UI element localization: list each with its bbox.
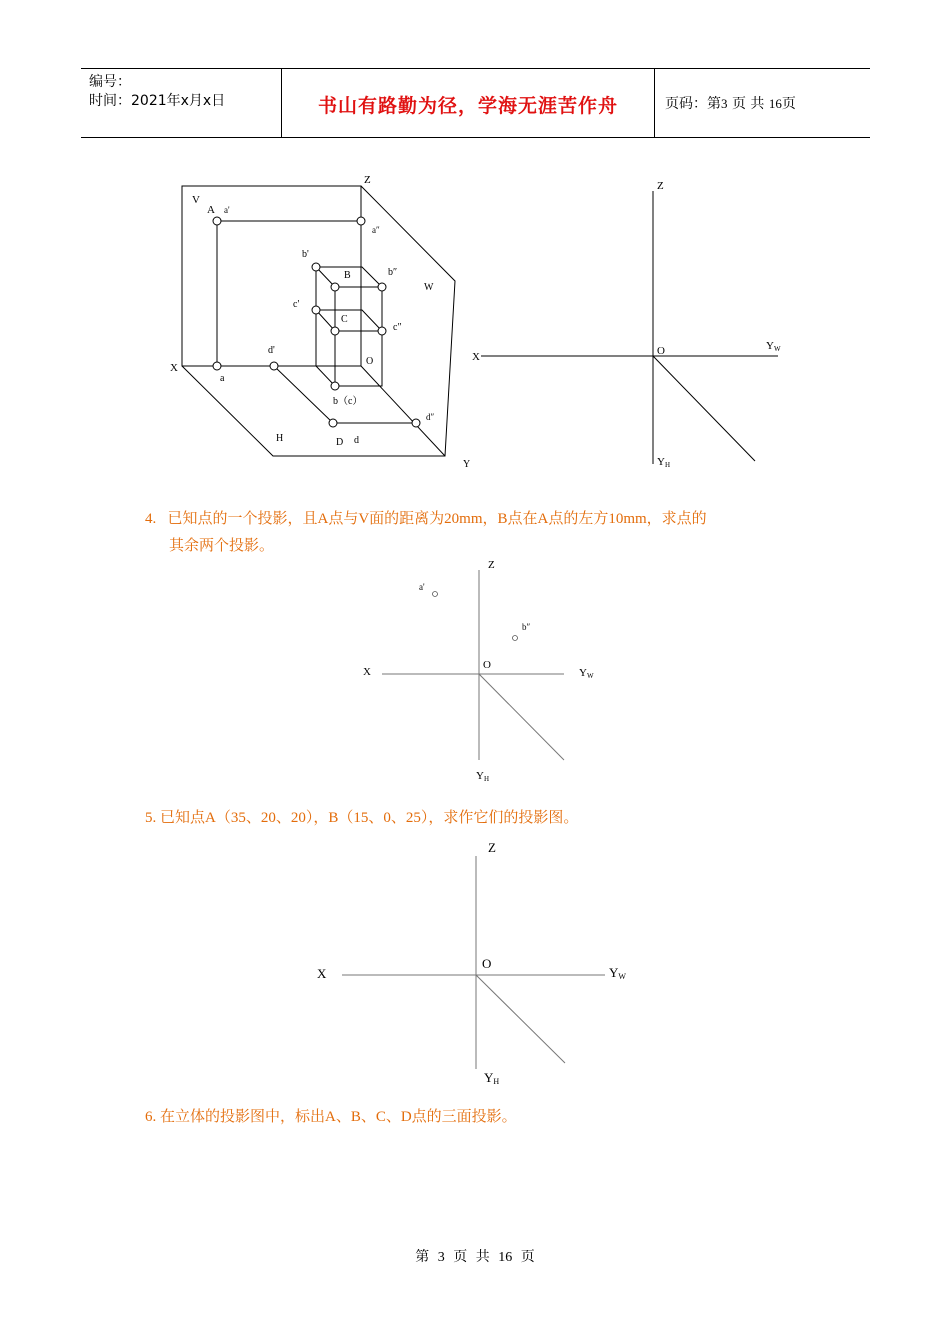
yh-diagonal bbox=[479, 674, 564, 760]
label-O: O bbox=[482, 956, 492, 971]
label-a-prime: a' bbox=[419, 582, 425, 592]
page-footer: 第 3 页 共 16 页 bbox=[415, 1250, 535, 1265]
label-c-dprime: c″ bbox=[393, 322, 402, 333]
point-bc bbox=[331, 382, 339, 390]
label-YW: YW bbox=[579, 667, 594, 680]
label-C: C bbox=[341, 314, 348, 325]
header-divider bbox=[654, 69, 655, 137]
point-b-dprime bbox=[513, 636, 518, 641]
question-4-line2: 其余两个投影。 bbox=[169, 538, 275, 554]
label-X: X bbox=[317, 966, 327, 981]
label-O: O bbox=[366, 356, 374, 367]
point-b-prime bbox=[312, 263, 320, 271]
question-6: 6. 在立体的投影图中，标出A、B、C、D点的三面投影。 bbox=[145, 1109, 517, 1125]
label-X: X bbox=[363, 666, 371, 678]
label-Z: Z bbox=[657, 180, 664, 192]
point-a-prime bbox=[213, 217, 221, 225]
box-outline bbox=[182, 186, 455, 456]
cube-outline bbox=[316, 267, 382, 386]
point-c-prime bbox=[312, 306, 320, 314]
label-b-dprime: b″ bbox=[522, 622, 531, 632]
point-b-dprime bbox=[378, 283, 386, 291]
point-c-dprime bbox=[378, 327, 386, 335]
page-label-suffix: 页 bbox=[781, 96, 796, 112]
y-axis-line bbox=[361, 366, 445, 456]
label-bc: b（c） bbox=[333, 396, 363, 407]
a-projection-lines bbox=[217, 221, 361, 241]
yh-diagonal bbox=[653, 356, 755, 461]
page-total: 16 bbox=[768, 96, 782, 111]
label-d-prime: d' bbox=[268, 345, 275, 356]
label-B: B bbox=[344, 270, 351, 281]
axes-figure-4 bbox=[305, 836, 635, 1092]
d-projection-lines bbox=[274, 366, 416, 423]
label-YH: YH bbox=[476, 770, 490, 783]
header-page-info bbox=[665, 93, 796, 113]
header-info bbox=[89, 73, 225, 111]
question-5: 5. 已知点A（35、20、20），B（15、0、25），求作它们的投影图。 bbox=[145, 810, 579, 826]
axes-figure-3 bbox=[355, 552, 605, 787]
label-YW: YW bbox=[609, 965, 626, 981]
label-Z: Z bbox=[488, 559, 495, 571]
point-a-dprime bbox=[357, 217, 365, 225]
label-d: d bbox=[354, 435, 359, 446]
page-header bbox=[81, 68, 870, 138]
label-YH: YH bbox=[484, 1070, 500, 1086]
label-X: X bbox=[170, 362, 178, 374]
header-date-label: 时间：2021年x月x日 bbox=[89, 93, 226, 109]
label-YH: YH bbox=[657, 456, 671, 469]
label-W: W bbox=[424, 282, 434, 293]
label-d-dprime: d″ bbox=[426, 412, 435, 422]
header-motto: 书山有路勤为径，学海无涯苦作舟 bbox=[317, 95, 618, 117]
axes-figure-2 bbox=[465, 172, 785, 472]
page-current: 3 bbox=[721, 96, 728, 111]
question-4-line1: 已知点的一个投影，且A点与V面的距离为20mm，B点在A点的左方10mm，求点的 bbox=[167, 511, 707, 527]
point-C bbox=[331, 327, 339, 335]
label-YW: YW bbox=[766, 340, 781, 353]
point-a bbox=[213, 362, 221, 370]
label-b-prime: b' bbox=[302, 249, 309, 260]
page-label-mid: 页 共 bbox=[731, 96, 765, 112]
label-b-dprime: b″ bbox=[388, 267, 398, 278]
label-a: a bbox=[220, 373, 225, 384]
question-4-number: 4. bbox=[145, 511, 157, 527]
yh-diagonal bbox=[476, 975, 565, 1063]
label-D: D bbox=[336, 437, 344, 448]
label-V: V bbox=[192, 194, 200, 206]
page-label-prefix: 页码：第 bbox=[665, 96, 721, 112]
point-d-dprime bbox=[412, 419, 420, 427]
label-H: H bbox=[276, 433, 284, 444]
label-O: O bbox=[483, 659, 491, 671]
cube-mid bbox=[316, 310, 382, 331]
point-a-prime bbox=[433, 592, 438, 597]
label-Z: Z bbox=[364, 174, 371, 186]
label-O: O bbox=[657, 345, 665, 357]
label-A: A bbox=[207, 204, 215, 216]
point-B bbox=[331, 283, 339, 291]
label-X: X bbox=[472, 351, 480, 363]
label-Z: Z bbox=[488, 840, 496, 855]
label-a-prime: a' bbox=[224, 205, 230, 215]
label-a-dprime: a″ bbox=[372, 225, 380, 235]
header-number-label: 编号： bbox=[89, 74, 131, 90]
point-d-prime bbox=[270, 362, 278, 370]
point-D bbox=[329, 419, 337, 427]
label-Y: Y bbox=[463, 459, 471, 470]
projection-box-figure bbox=[160, 160, 480, 480]
label-c-prime: c' bbox=[293, 299, 300, 310]
